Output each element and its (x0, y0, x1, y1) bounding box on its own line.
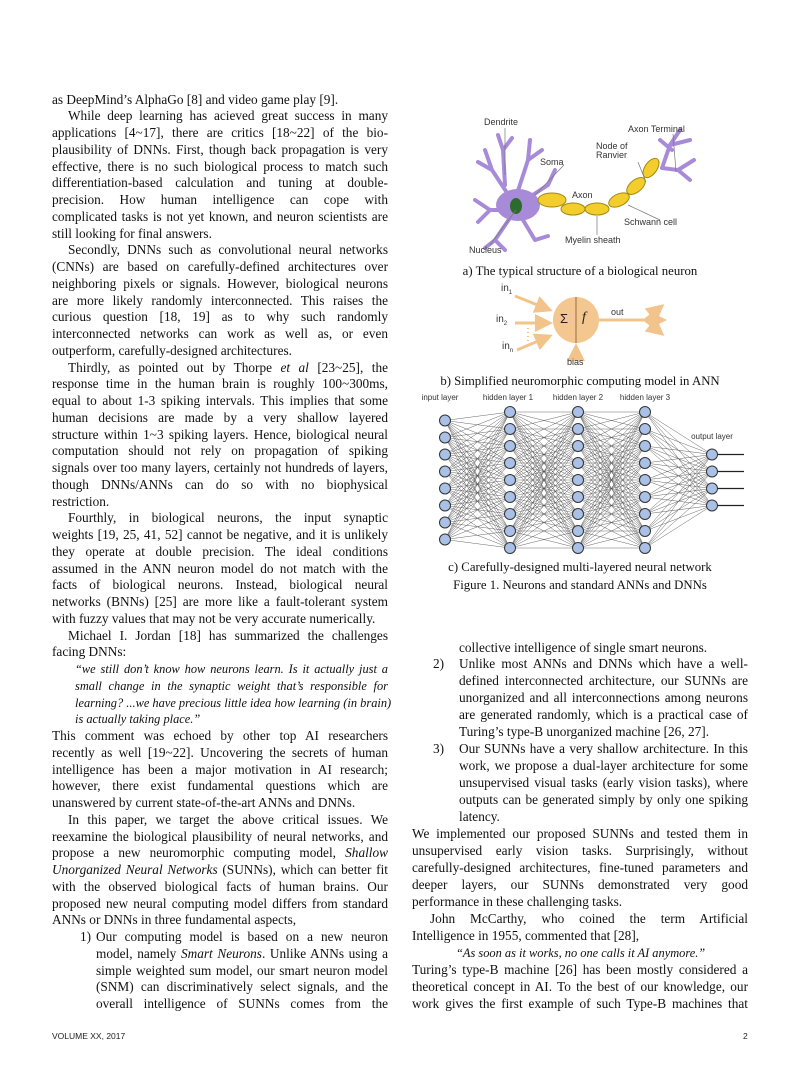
text-segment: weights [19, 25, 41, 52] cannot be negative, and it is unlikely (52, 527, 388, 543)
text-segment: (CNNs) are based on carefully-defined architectures over (52, 259, 388, 275)
label-axon-terminal: Axon Terminal (628, 124, 685, 134)
connection-edge (445, 514, 510, 540)
text-line (52, 745, 388, 762)
text-segment: human decisions are made by a very shallow layered (52, 409, 388, 425)
text-line (52, 879, 388, 896)
neuron-node (573, 526, 584, 537)
label-bias: bias (567, 357, 584, 367)
text-segment: overall intelligence of SUNNs comes from the (96, 996, 388, 1012)
neuron-node (640, 509, 651, 520)
connection-edge (645, 455, 712, 464)
text-segment: Our computing model is based on a new neuron (96, 929, 388, 945)
text-segment: Turing’s type-B machine [26] has been mostly considered a (412, 961, 748, 977)
connection-edge (445, 497, 510, 540)
connection-edge (445, 463, 510, 540)
text-line (52, 963, 388, 980)
text-segment: differentiation-based calculation and tuning at double- (52, 175, 388, 191)
text-segment: In this paper, we target the above critical issues. We (68, 811, 388, 827)
text-line (52, 829, 388, 846)
text-segment: plausibility of DNNs. First, though back propagation is very (52, 141, 388, 157)
text-segment: recently as well [19~22]. Uncovering the secrets of human (52, 744, 388, 760)
layer-label: input layer (421, 393, 459, 402)
layer-label: hidden layer 2 (552, 393, 604, 402)
text-segment: networks (BNNs) [25] are more like a fault-tolerant system (52, 594, 388, 610)
neuron-node (440, 483, 451, 494)
connection-edge (445, 412, 510, 489)
neuron-node (573, 509, 584, 520)
neuron-node (707, 449, 718, 460)
text-segment: outperform, carefully-designed architectures. (52, 342, 292, 358)
connection-edge (445, 446, 510, 540)
text-line (412, 724, 748, 741)
activation-function-symbol: f (582, 310, 586, 325)
text-line (52, 628, 388, 645)
in2-sub: 2 (503, 321, 508, 327)
neuron-node (707, 500, 718, 511)
emphasized-text: Unorganized Neural Networks (52, 862, 218, 878)
text-segment: Thirdly, as pointed out by Thorpe (68, 359, 281, 375)
text-segment: defined interconnected architecture, our SUNNs are (459, 673, 748, 689)
text-segment: reexamine the biological plausibility of neural networks, and (52, 828, 388, 844)
text-line (52, 762, 388, 779)
sum-symbol: Σ (560, 311, 569, 326)
text-line (52, 896, 388, 913)
text-line (412, 911, 748, 928)
layer-label: output layer (691, 432, 733, 441)
neuron-node (640, 492, 651, 503)
label-myelin-sheath: Myelin sheath (565, 235, 621, 245)
neuron-node (505, 441, 516, 452)
text-segment: are more likely randomly interconnected. This raises the (52, 292, 388, 308)
text-segment: Unlike most ANNs and DNNs which have a well- (459, 656, 748, 672)
text-segment: still looking for final answers. (52, 225, 212, 241)
label-schwann-cell: Schwann cell (624, 217, 678, 227)
text-segment: simple weighted sum model, our smart neuron model (96, 962, 388, 978)
text-segment: are generated randomly, which is a practical case of (459, 707, 748, 723)
neuron-node (505, 475, 516, 486)
connection-edge (445, 429, 510, 540)
text-segment: Intelligence in 1955, commented that [28], (412, 927, 640, 943)
text-line (52, 996, 388, 1013)
neuron-node (640, 424, 651, 435)
text-line (52, 946, 388, 963)
text-segment: precision. How human intelligence can cope with (52, 192, 388, 208)
text-line (52, 611, 388, 628)
text-line (412, 690, 748, 707)
neuron-node (505, 407, 516, 418)
layer-label: hidden layer 3 (619, 393, 671, 402)
text-segment: performance in these challenging tasks. (412, 894, 623, 910)
text-line (412, 758, 748, 775)
text-line (52, 728, 388, 745)
text-line (52, 812, 388, 829)
text-segment: neighboring pixels or signals. However, biological neurons (52, 275, 388, 291)
text-segment: propose a new neuromorphic computing model, (52, 845, 346, 861)
emphasized-text: Smart Neurons (180, 945, 262, 961)
text-segment: Secondly, DNNs such as convolutional neural networks (68, 242, 388, 258)
text-segment: interconnected networks can work as well as, or even (52, 326, 388, 342)
text-segment: unorganized and all interconnections among neurons (459, 690, 748, 706)
text-segment: curious question [18, 19] as to why such randomly (52, 309, 388, 325)
text-segment: with the observed biological facts of human brains. Our (52, 878, 388, 894)
neuron-node (640, 543, 651, 554)
neuron-node (440, 449, 451, 460)
text-segment: as DeepMind’s AlphaGo [8] and video game play [9]. (52, 91, 339, 107)
text-line (52, 778, 388, 795)
neuron-node (573, 407, 584, 418)
connection-edge (645, 506, 712, 549)
label-out: out (611, 307, 624, 317)
text-segment: “we still don’t know how neurons learn. Is it actually just a (75, 662, 388, 677)
neuron-node (640, 475, 651, 486)
neuron-node (640, 526, 651, 537)
text-segment: they operate at double precision. The ideal conditions (52, 543, 388, 559)
connection-edge (445, 412, 510, 506)
neuron-node (573, 492, 584, 503)
text-segment: applications [4~17], there are critics [18~22] of the bio- (52, 125, 388, 141)
text-segment: learning? ...we have precious little idea how learning (in brain) (75, 695, 392, 710)
neuron-node (505, 526, 516, 537)
text-line (52, 661, 388, 678)
connection-edge (445, 412, 510, 523)
text-segment: latency. (459, 809, 500, 825)
text-segment: theoretical concept in AI. To the best of our knowledge, our (412, 978, 748, 994)
connection-edge (645, 455, 712, 515)
text-segment: assumed in the ANN neuron model do not match with the (52, 560, 388, 576)
neuron-node (640, 441, 651, 452)
text-line (412, 792, 748, 809)
text-segment: equal to about 1-3 spiking intervals. This implies that some (52, 393, 388, 409)
neuron-node (505, 492, 516, 503)
text-segment: This comment was echoed by other top AI researchers (52, 728, 388, 744)
connection-edge (645, 455, 712, 532)
text-line (52, 695, 392, 712)
text-line (412, 775, 748, 792)
label-soma: Soma (540, 157, 564, 167)
text-segment: effective, there is no such biological process to match such (52, 158, 388, 174)
layer-label: hidden layer 1 (482, 393, 534, 402)
text-line (52, 644, 388, 661)
figure-title: Figure 1. Neurons and standard ANNs and DNNs (453, 578, 707, 592)
text-segment: Fourthly, in biological neurons, the input synaptic (68, 510, 388, 526)
text-line (412, 962, 748, 979)
text-segment: model, namely (96, 945, 181, 961)
connection-edge (445, 531, 510, 540)
neuron-node (573, 441, 584, 452)
text-segment: (SUNNs), which can better fit (217, 862, 388, 878)
text-line (412, 945, 748, 962)
in1-text: in (501, 283, 509, 294)
text-segment: . Unlike ANNs using a (261, 945, 388, 961)
text-line (412, 860, 748, 877)
neuron-node (640, 458, 651, 469)
connection-edge (645, 472, 712, 549)
text-line (412, 877, 748, 894)
text-segment: intelligence has been a major motivation in AI research; (52, 761, 388, 777)
emphasized-text: et al (280, 359, 309, 375)
label-axon: Axon (572, 190, 593, 200)
text-segment: signals over too many layers, certainly not hundreds of layers, (52, 460, 388, 476)
text-line (412, 996, 748, 1013)
text-segment: deeper layers, our SUNNs demonstrated very good (412, 877, 748, 893)
text-line (412, 809, 748, 826)
label-nucleus: Nucleus (469, 245, 502, 255)
connection-edge (645, 489, 712, 549)
text-segment: We implemented our proposed SUNNs and tested them in (412, 826, 748, 842)
neuron-node (440, 500, 451, 511)
text-segment: carefully-designed architectures, fine-tuned parameters and (412, 860, 748, 876)
connection-edge (645, 446, 712, 455)
neuron-node (505, 509, 516, 520)
text-line (412, 656, 748, 673)
caption-a: a) The typical structure of a biological neuron (462, 264, 698, 278)
emphasized-text: Shallow (345, 845, 388, 861)
text-segment: [23~25], the (308, 359, 388, 375)
text-line (52, 678, 388, 695)
footer-volume: VOLUME XX, 2017 (52, 1031, 126, 1041)
text-line (52, 979, 388, 996)
neuron-node (440, 466, 451, 477)
text-line (52, 845, 388, 862)
text-line (412, 843, 748, 860)
label-node-line2: Ranvier (596, 150, 628, 160)
connection-edge (445, 412, 510, 421)
connection-edge (645, 455, 712, 498)
connection-edge (445, 412, 510, 472)
text-segment: proposed new neural computing model differs from standard (52, 895, 388, 911)
neuron-node (707, 466, 718, 477)
text-segment: “As soon as it works, no one calls it AI anymore.” (456, 945, 706, 960)
in2-text: in (496, 314, 504, 325)
text-line (412, 826, 748, 843)
neuron-node (640, 407, 651, 418)
text-line (412, 741, 748, 758)
inn-sub: n (509, 348, 514, 354)
text-segment: Our SUNNs have a very shallow architecture. In this (459, 741, 748, 757)
text-line (52, 711, 388, 728)
text-line (412, 979, 748, 996)
text-segment: structure within 1~3 spiking layers. Hence, biological neural (52, 426, 388, 442)
neuron-node (707, 483, 718, 494)
text-segment: outputs can be generated simply by only one spiking (459, 792, 748, 808)
text-segment: facts of biological neurons. Instead, biological neural (52, 577, 388, 593)
connection-edge (445, 412, 510, 455)
list-marker: 2) (433, 656, 445, 672)
text-segment: work gives the first example of such Type-B machines that (412, 995, 748, 1011)
list-marker: 1) (80, 929, 92, 945)
inn-text: in (502, 341, 510, 352)
text-line (52, 912, 388, 929)
text-segment: (SNM) can discriminatively select signals, and the (96, 979, 388, 995)
connection-edge (445, 540, 510, 549)
list-marker: 3) (433, 741, 445, 757)
footer-page-number: 2 (743, 1031, 748, 1041)
text-segment: however, there exist fundamental questions which are (52, 778, 388, 794)
neuron-node (505, 543, 516, 554)
text-line (52, 862, 388, 879)
neuron-node (573, 475, 584, 486)
text-segment: While deep learning has acieved great success in many (68, 108, 388, 124)
text-line (412, 894, 748, 911)
text-segment: John McCarthy, who coined the term Artificial (430, 911, 748, 926)
label-node-line1: Node of (596, 141, 628, 151)
label-dendrite: Dendrite (484, 117, 519, 127)
text-segment: restriction. (52, 493, 110, 509)
connection-edge (645, 455, 712, 549)
text-segment: unanswered by current state-of-the-art ANNs and DNNs. (52, 795, 356, 811)
text-segment: Turing’s type-B unorganized machine [26, 27]. (459, 724, 710, 740)
text-line (412, 707, 748, 724)
in1-sub: 1 (508, 290, 513, 296)
neuron-node (440, 432, 451, 443)
connection-edge (645, 455, 712, 481)
right-text-column (412, 640, 748, 1013)
text-line (52, 795, 388, 812)
connection-edge (445, 412, 510, 540)
text-segment: ANNs or DNNs in three fundamental aspects, (52, 912, 297, 928)
text-segment: Michael I. Jordan [18] has summarized the challenges (68, 627, 388, 643)
neuron-node (573, 424, 584, 435)
text-line (52, 929, 388, 946)
text-segment: unsupervised visual tasks (early vision tasks), where (459, 775, 748, 791)
caption-c: c) Carefully-designed multi-layered neural network (448, 560, 712, 574)
text-line (412, 928, 748, 945)
neuron-node (440, 415, 451, 426)
neuron-node (573, 543, 584, 554)
text-segment: complicated tasks is not yet known, and neuron scientists are (52, 208, 388, 224)
caption-b: b) Simplified neuromorphic computing model in ANN (440, 374, 720, 388)
neuron-node (573, 458, 584, 469)
neuron-node (505, 458, 516, 469)
text-segment: small change in the synaptic weight that’s responsible for (75, 678, 388, 693)
neuron-node (505, 424, 516, 435)
text-segment: work, we propose a dual-layer architecture for some (459, 758, 748, 774)
connection-edge (445, 480, 510, 540)
text-segment: with fuzzy values that may not be very accurate numerically. (52, 610, 376, 626)
text-segment: collective intelligence of single smart neurons. (459, 639, 708, 655)
text-segment: unsupervised early vision tasks. Surprisingly, without (412, 843, 748, 859)
text-segment: computation should not rely on propagation of spiking (52, 443, 388, 459)
text-segment: though DNNs/ANNs can do so with no biophysical (52, 476, 388, 492)
connection-edge (445, 412, 510, 438)
text-segment: response time in the human brain is roughly 100~300ms, (52, 376, 388, 392)
text-line (412, 673, 748, 690)
neuron-node (440, 534, 451, 545)
neuron-node (440, 517, 451, 528)
text-segment: facing DNNs: (52, 644, 127, 660)
text-segment: is actually taking place.” (75, 712, 201, 727)
text-line (412, 640, 748, 657)
